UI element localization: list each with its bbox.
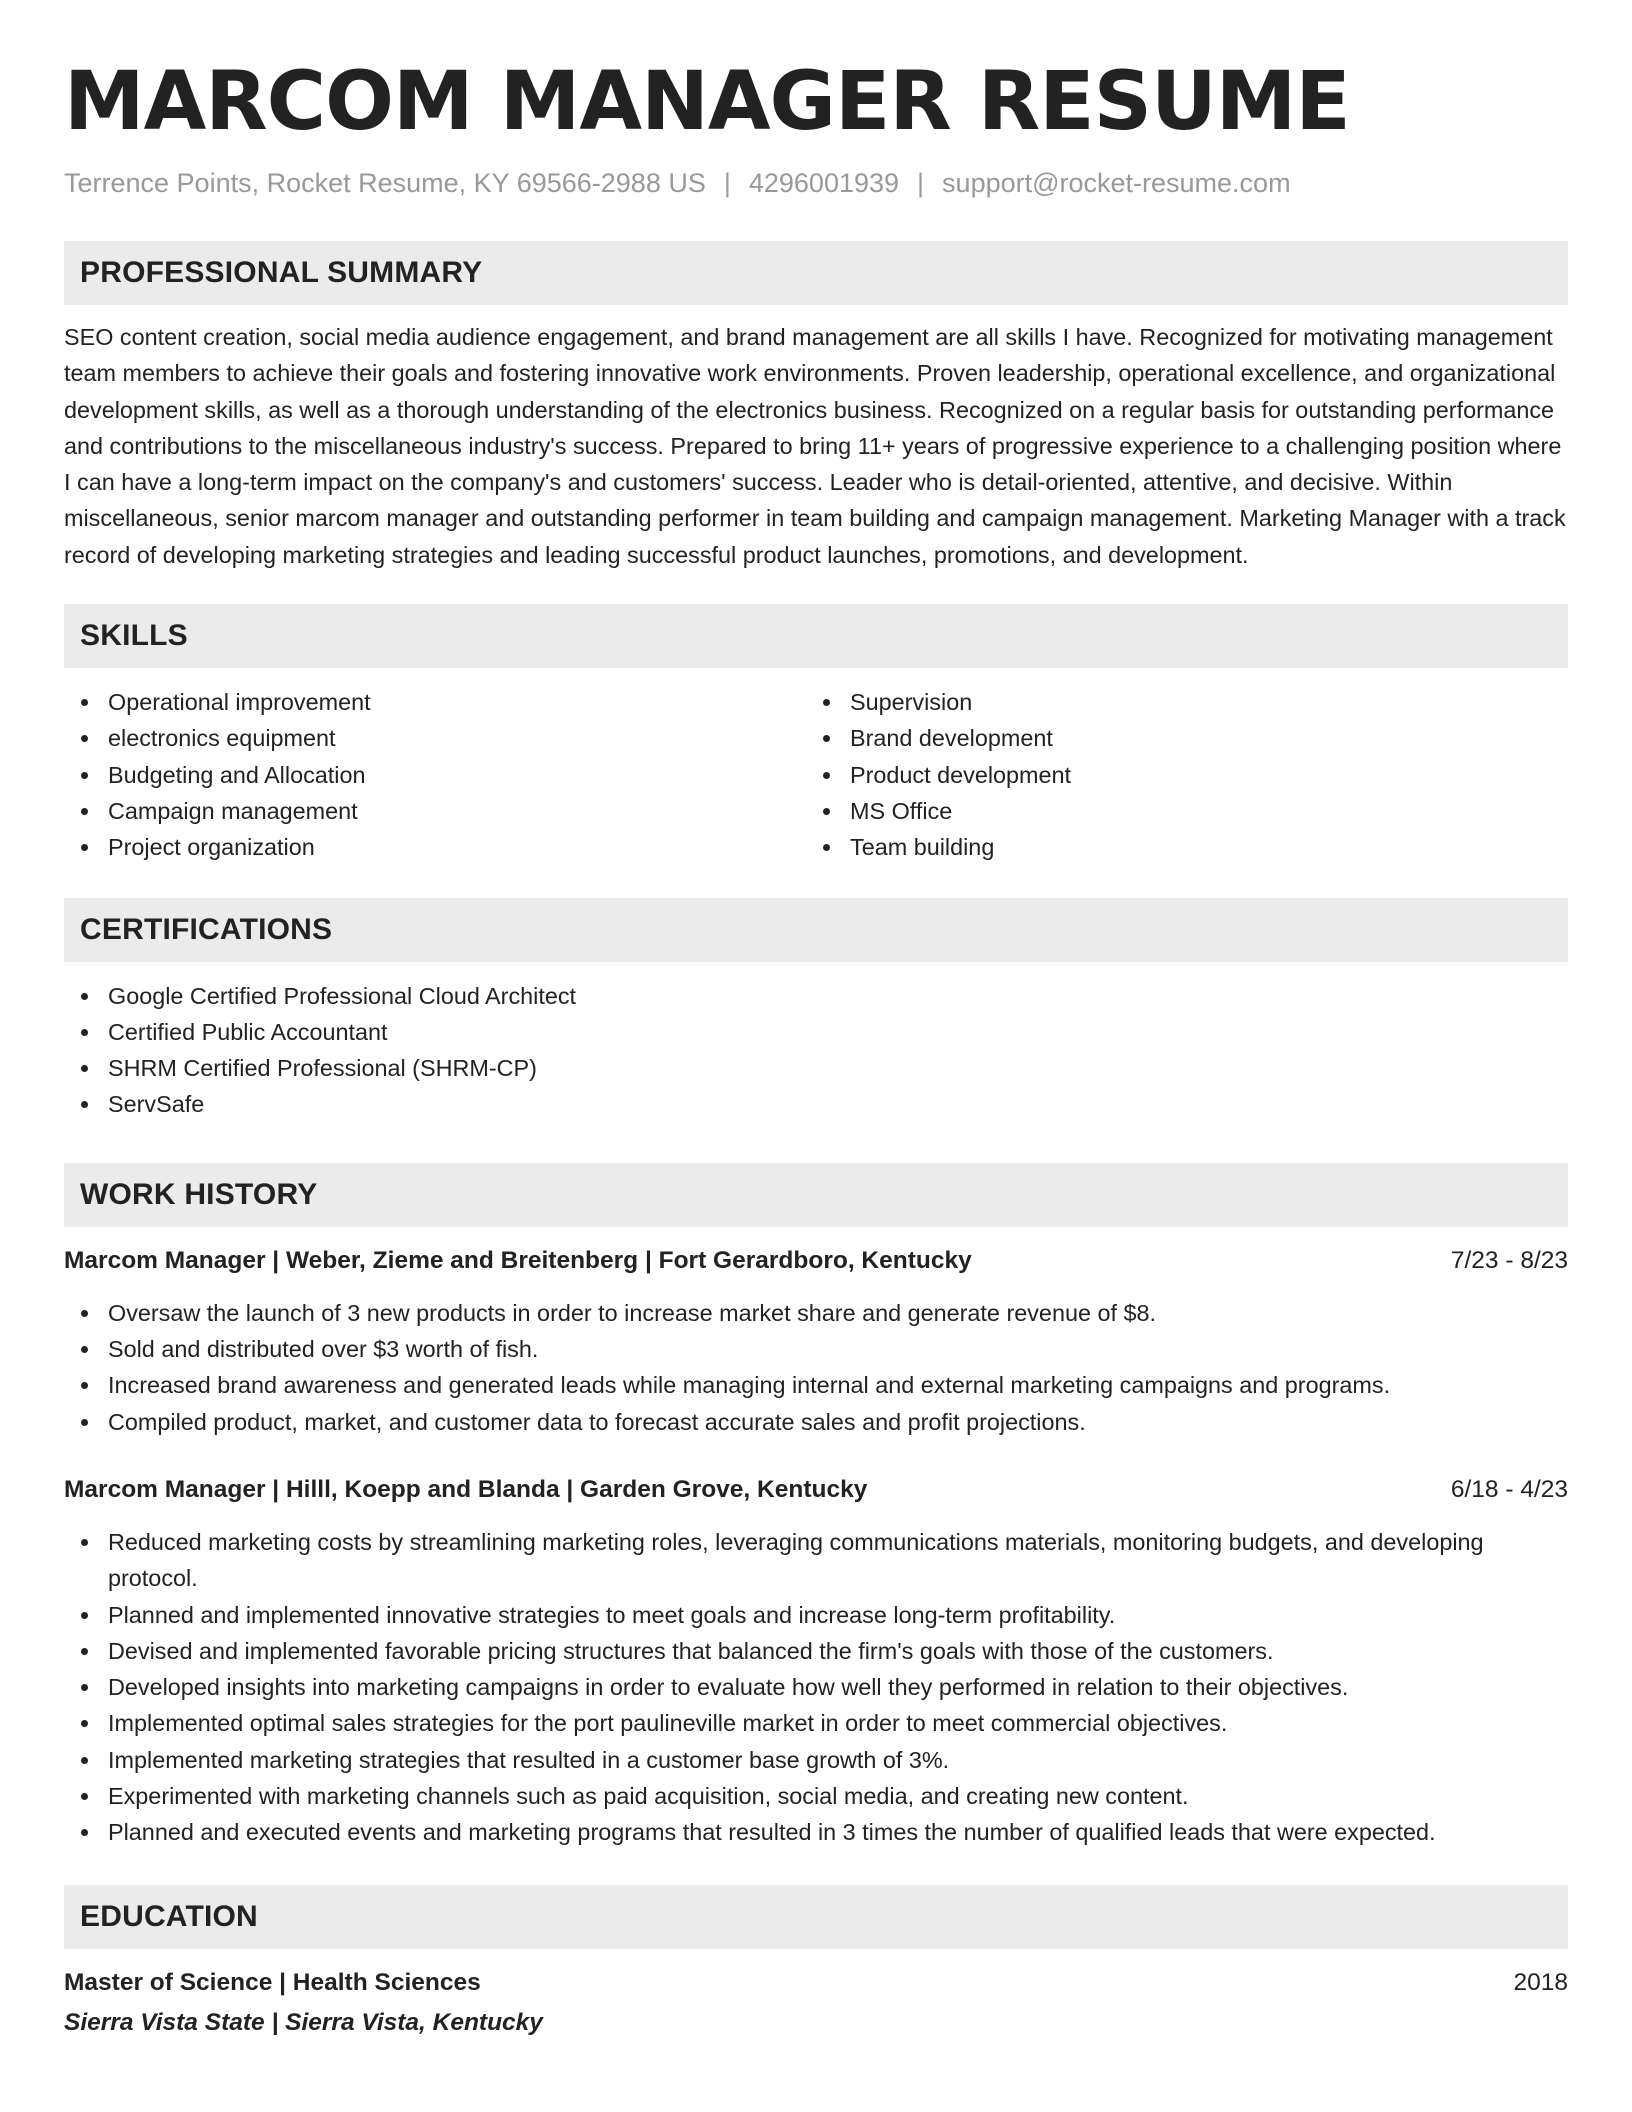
education-school: Sierra Vista State | Sierra Vista, Kentucky: [64, 2008, 543, 2036]
job-bullet: Compiled product, market, and customer data to forecast accurate sales and profit projections.: [64, 1404, 1568, 1440]
contact-separator: |: [723, 168, 731, 198]
job-bullet: Oversaw the launch of 3 new products in order to increase market share and generate revenue of $8.: [64, 1295, 1568, 1331]
contact-separator: |: [917, 168, 925, 198]
skill-item: Team building: [806, 829, 1548, 865]
job-title: Marcom Manager | Hilll, Koepp and Blanda | Garden Grove, Kentucky: [64, 1475, 868, 1503]
job-header: [64, 1243, 1568, 1279]
skill-item: Project organization: [64, 829, 806, 865]
skill-item: Campaign management: [64, 793, 806, 829]
certifications-list: [64, 978, 1568, 1123]
job-bullet: Developed insights into marketing campaigns in order to evaluate how well they performed in relation to their objectives.: [64, 1669, 1568, 1705]
resume-page: [64, 0, 1568, 2041]
skill-item: Brand development: [806, 720, 1548, 756]
section-heading-certifications: CERTIFICATIONS: [64, 898, 1568, 962]
certification-item: ServSafe: [64, 1086, 1568, 1122]
education-year: 2018: [1513, 1968, 1568, 1996]
job-bullet: Increased brand awareness and generated leads while managing internal and external marketing campaigns and programs.: [64, 1367, 1568, 1403]
skill-item: electronics equipment: [64, 720, 806, 756]
summary-text: SEO content creation, social media audience engagement, and brand management are all skills I have. Recognized for motivating management team members to achieve their goals and fostering innovative work environments. Proven leadership, operational excellence, and organizational development skills, as well as a thorough understanding of the electronics business. Recognized on a regular basis for outstanding performance and contributions to the miscellaneous industry's success. Prepared to bring 11+ years of progressive experience to a challenging position where I can have a long-term impact on the company's and customers' success. Leader who is detail-oriented, attentive, and decisive. Within miscellaneous, senior marcom manager and outstanding performer in team building and campaign management. Marketing Manager with a track record of developing marketing strategies and leading successful product launches, promotions, and development.: [64, 324, 1566, 568]
education-degree: Master of Science | Health Sciences: [64, 1968, 481, 1996]
job-bullet: Planned and implemented innovative strategies to meet goals and increase long-term profitability.: [64, 1597, 1568, 1633]
job-dates: 7/23 - 8/23: [1450, 1246, 1568, 1274]
job-bullets: [64, 1524, 1568, 1851]
skill-item: MS Office: [806, 793, 1548, 829]
contact-address: Terrence Points, Rocket Resume, KY 69566-2988 US: [64, 168, 706, 198]
certification-item: Google Certified Professional Cloud Architect: [64, 978, 1568, 1014]
job-dates: 6/18 - 4/23: [1450, 1475, 1568, 1503]
section-heading-skills: SKILLS: [64, 604, 1568, 668]
job-title: Marcom Manager | Weber, Zieme and Breitenberg | Fort Gerardboro, Kentucky: [64, 1246, 972, 1274]
job-bullet: Implemented marketing strategies that resulted in a customer base growth of 3%.: [64, 1742, 1568, 1778]
job-entry: [64, 1243, 1568, 1440]
education-entry: [64, 1965, 1568, 2041]
section-heading-summary: PROFESSIONAL SUMMARY: [64, 241, 1568, 305]
certification-item: SHRM Certified Professional (SHRM-CP): [64, 1050, 1568, 1086]
skills-list-right: [806, 684, 1548, 865]
job-bullet: Reduced marketing costs by streamlining marketing roles, leveraging communications materials, monitoring budgets, and developing protocol.: [64, 1524, 1568, 1597]
skill-item: Supervision: [806, 684, 1548, 720]
job-bullet: Experimented with marketing channels such as paid acquisition, social media, and creating new content.: [64, 1778, 1568, 1814]
contact-email: support@rocket-resume.com: [942, 168, 1291, 198]
job-entry: [64, 1472, 1568, 1851]
skills-list-left: [64, 684, 806, 865]
certification-item: Certified Public Accountant: [64, 1014, 1568, 1050]
skills-grid: [64, 684, 1568, 865]
skill-item: Product development: [806, 757, 1548, 793]
job-bullet: Devised and implemented favorable pricing structures that balanced the firm's goals with those of the customers.: [64, 1633, 1568, 1669]
section-heading-work-history: WORK HISTORY: [64, 1163, 1568, 1227]
section-heading-education: EDUCATION: [64, 1885, 1568, 1949]
job-bullet: Implemented optimal sales strategies for the port paulineville market in order to meet commercial objectives.: [64, 1705, 1568, 1741]
contact-phone: 4296001939: [748, 168, 900, 198]
skill-item: Budgeting and Allocation: [64, 757, 806, 793]
job-header: [64, 1472, 1568, 1508]
job-bullet: Planned and executed events and marketing programs that resulted in 3 times the number of qualified leads that were expected.: [64, 1814, 1568, 1850]
education-header: [64, 1965, 1568, 2001]
job-bullets: [64, 1295, 1568, 1440]
job-bullet: Sold and distributed over $3 worth of fish.: [64, 1331, 1568, 1367]
resume-title: MARCOM MANAGER RESUME: [64, 55, 1350, 149]
skill-item: Operational improvement: [64, 684, 806, 720]
contact-line: [64, 165, 1568, 201]
